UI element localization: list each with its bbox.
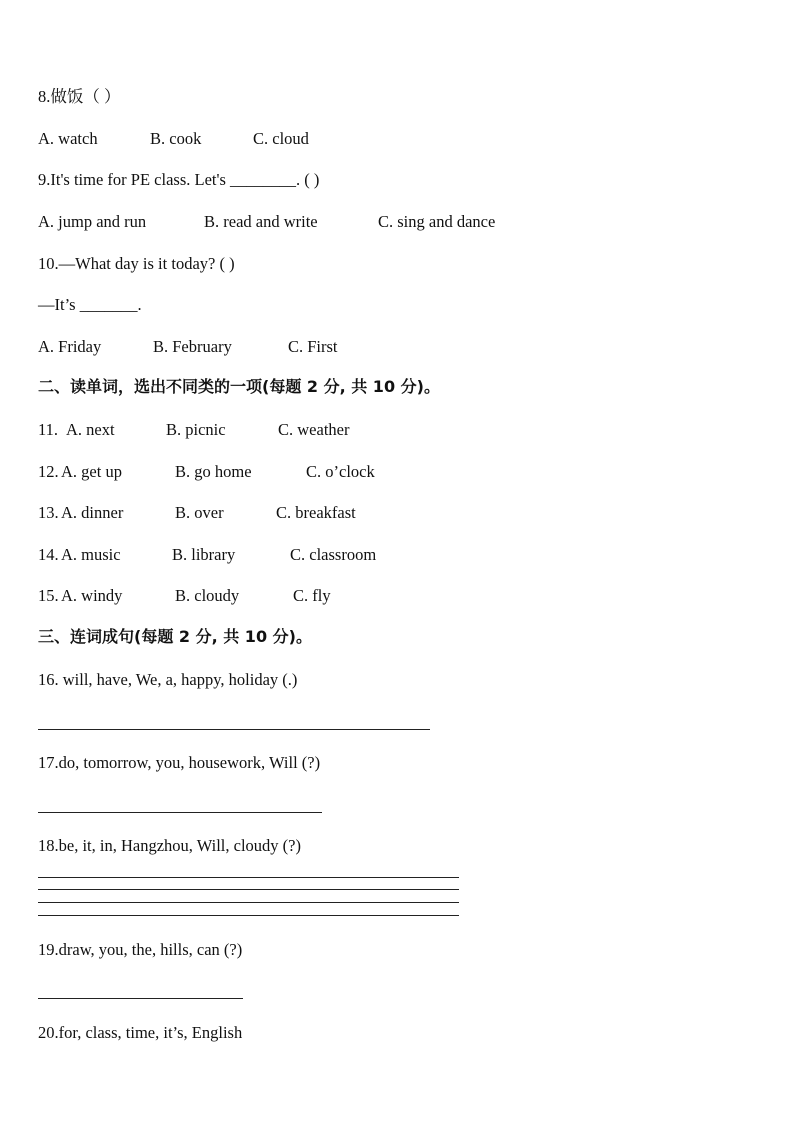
question-17-answer-line [38, 812, 322, 813]
question-11-option-c: C. weather [278, 420, 350, 439]
question-12-option-c: C. o’clock [306, 462, 375, 481]
question-18-answer-line-3 [38, 902, 459, 903]
question-19-stem: 19.draw, you, the, hills, can (?) [38, 940, 243, 959]
question-18-stem: 18.be, it, in, Hangzhou, Will, cloudy (?) [38, 836, 301, 855]
question-8-option-c: C. cloud [253, 129, 309, 148]
question-14-option-b: B. library [172, 545, 236, 564]
question-8-option-a: A. watch [38, 129, 98, 148]
question-15-option-c: C. fly [293, 586, 331, 605]
question-17-stem: 17.do, tomorrow, you, housework, Will (?) [38, 753, 321, 772]
question-13-option-c: C. breakfast [276, 503, 356, 522]
question-8-option-b: B. cook [150, 129, 202, 148]
question-20-stem: 20.for, class, time, it’s, English [38, 1023, 243, 1042]
question-8-stem: 8.做饭（ ） [38, 87, 121, 106]
question-18-answer-line-1 [38, 877, 459, 878]
question-13-number: 13. [38, 503, 59, 522]
question-14-option-a: A. music [61, 545, 121, 564]
question-11-number: 11. [38, 420, 59, 439]
question-16-stem: 16. will, have, We, a, happy, holiday (.) [38, 670, 298, 689]
section-3-heading: 三、连词成句(每题 2 分, 共 10 分)。 [38, 627, 312, 646]
question-9-option-a: A. jump and run [38, 212, 147, 231]
question-9-stem: 9.It's time for PE class. Let's ________. ( ) [38, 170, 320, 189]
question-10-option-c: C. First [288, 337, 338, 356]
question-13-option-a: A. dinner [61, 503, 124, 522]
question-12-option-a: A. get up [61, 462, 122, 481]
question-19-answer-line [38, 998, 243, 999]
question-11-option-a: A. next [66, 420, 115, 439]
section-2-heading: 二、读单词，选出不同类的一项(每题 2 分, 共 10 分)。 [38, 377, 440, 396]
question-9-option-c: C. sing and dance [378, 212, 496, 231]
question-18-answer-line-4 [38, 915, 459, 916]
question-11-option-b: B. picnic [166, 420, 226, 439]
question-10-answer-line: —It’s _______. [38, 295, 142, 314]
question-15-option-b: B. cloudy [175, 586, 240, 605]
question-12-number: 12. [38, 462, 59, 481]
question-14-option-c: C. classroom [290, 545, 377, 564]
question-12-option-b: B. go home [175, 462, 252, 481]
question-16-answer-line [38, 729, 430, 730]
question-10-option-b: B. February [153, 337, 232, 356]
question-9-option-b: B. read and write [204, 212, 318, 231]
question-10-stem: 10.—What day is it today? ( ) [38, 254, 235, 273]
question-15-option-a: A. windy [61, 586, 123, 605]
question-10-option-a: A. Friday [38, 337, 102, 356]
question-13-option-b: B. over [175, 503, 224, 522]
question-18-answer-line-2 [38, 889, 459, 890]
question-15-number: 15. [38, 586, 59, 605]
question-14-number: 14. [38, 545, 59, 564]
